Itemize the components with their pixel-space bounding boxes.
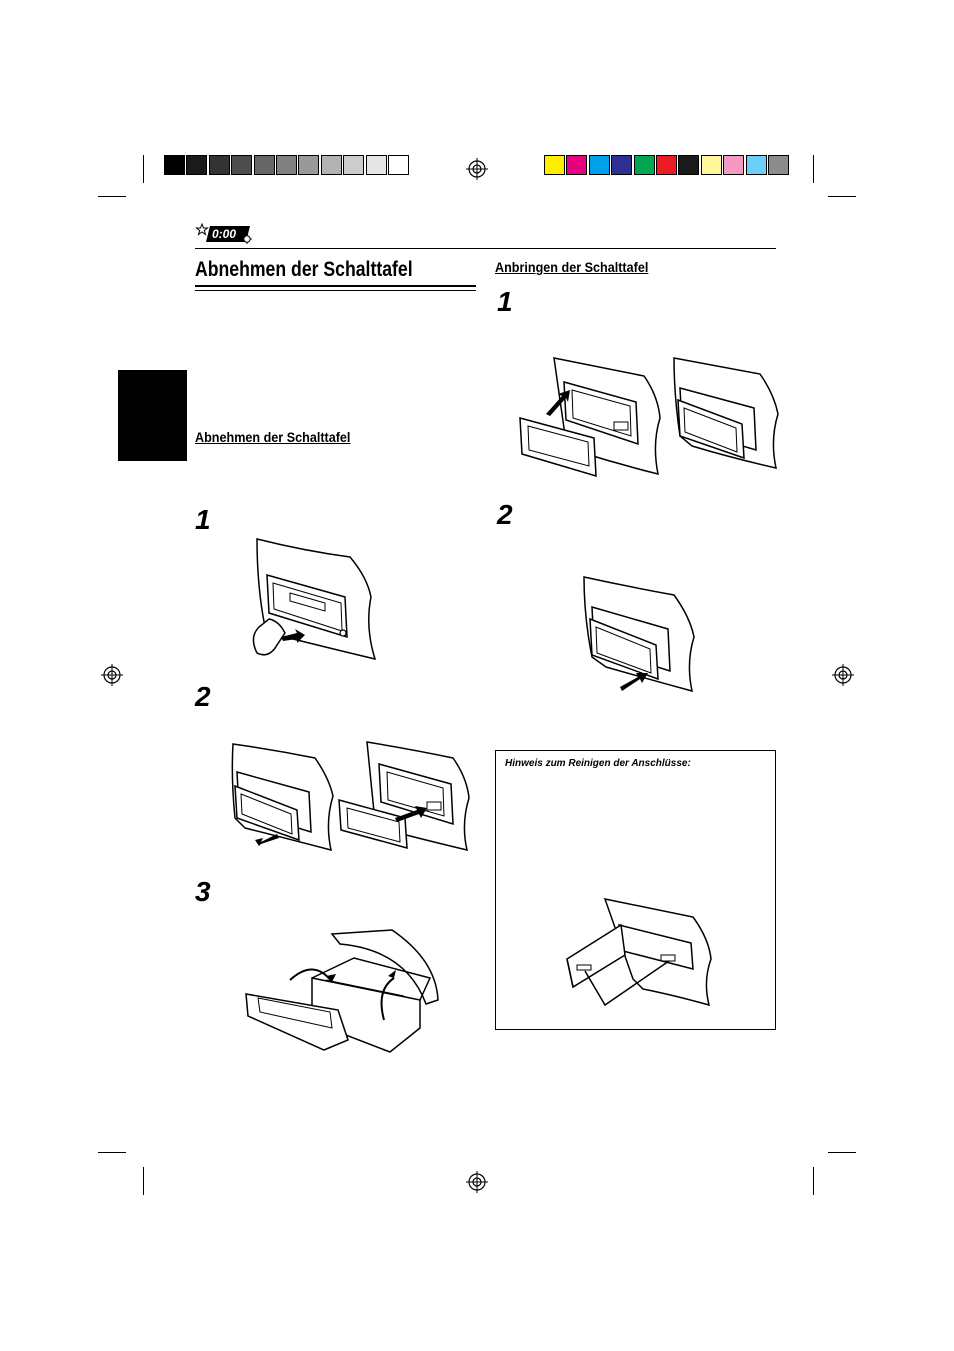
language-tab <box>118 370 187 461</box>
title-rule <box>195 285 476 287</box>
title-rule <box>195 290 476 291</box>
illustration-attach-right <box>668 354 780 472</box>
color-swatch <box>566 155 587 175</box>
step-number: 1 <box>195 504 211 535</box>
crop-mark <box>813 1167 814 1195</box>
color-swatch <box>186 155 207 175</box>
crop-mark <box>98 196 126 197</box>
crop-mark <box>143 155 144 183</box>
color-swatch <box>209 155 230 175</box>
note-title: Hinweis zum Reinigen der Anschlüsse: <box>505 758 691 769</box>
illustration-attach-left <box>518 354 660 482</box>
step-number: 2 <box>195 681 211 712</box>
color-swatch <box>231 155 252 175</box>
crop-mark <box>828 196 856 197</box>
color-swatch <box>276 155 297 175</box>
color-swatch <box>544 155 565 175</box>
color-swatch <box>746 155 767 175</box>
page-title: Abnehmen der Schalttafel <box>195 258 413 281</box>
color-swatch <box>388 155 409 175</box>
section-heading-attach: Anbringen der Schalttafel <box>495 259 649 275</box>
color-swatch <box>611 155 632 175</box>
color-swatch <box>298 155 319 175</box>
header-rule <box>195 248 776 249</box>
illustration-connectors <box>563 895 715 1010</box>
section-heading-detach: Abnehmen der Schalttafel <box>195 429 351 445</box>
color-swatch <box>321 155 342 175</box>
color-swatch <box>164 155 185 175</box>
color-swatch <box>768 155 789 175</box>
registration-target-icon <box>466 1171 488 1193</box>
color-swatch <box>634 155 655 175</box>
step-number: 1 <box>497 286 513 317</box>
color-swatch <box>656 155 677 175</box>
step-number: 3 <box>195 876 211 907</box>
color-swatch <box>678 155 699 175</box>
illustration-attach-press <box>578 573 698 693</box>
illustration-detach-left <box>225 738 335 853</box>
color-swatch <box>723 155 744 175</box>
registration-target-icon <box>466 158 488 180</box>
color-swatch <box>589 155 610 175</box>
color-swatch <box>366 155 387 175</box>
clock-display-text: 0:00 <box>212 227 237 241</box>
illustration-press-release-button <box>245 537 377 661</box>
color-swatch <box>701 155 722 175</box>
illustration-store-in-case <box>244 930 444 1055</box>
registration-target-icon <box>101 664 123 686</box>
illustration-detach-right <box>335 738 470 853</box>
crop-mark <box>813 155 814 183</box>
crop-mark <box>143 1167 144 1195</box>
crop-mark <box>828 1152 856 1153</box>
registration-target-icon <box>832 664 854 686</box>
color-swatch <box>343 155 364 175</box>
step-number: 2 <box>497 499 513 530</box>
crop-mark <box>98 1152 126 1153</box>
color-swatch <box>254 155 275 175</box>
